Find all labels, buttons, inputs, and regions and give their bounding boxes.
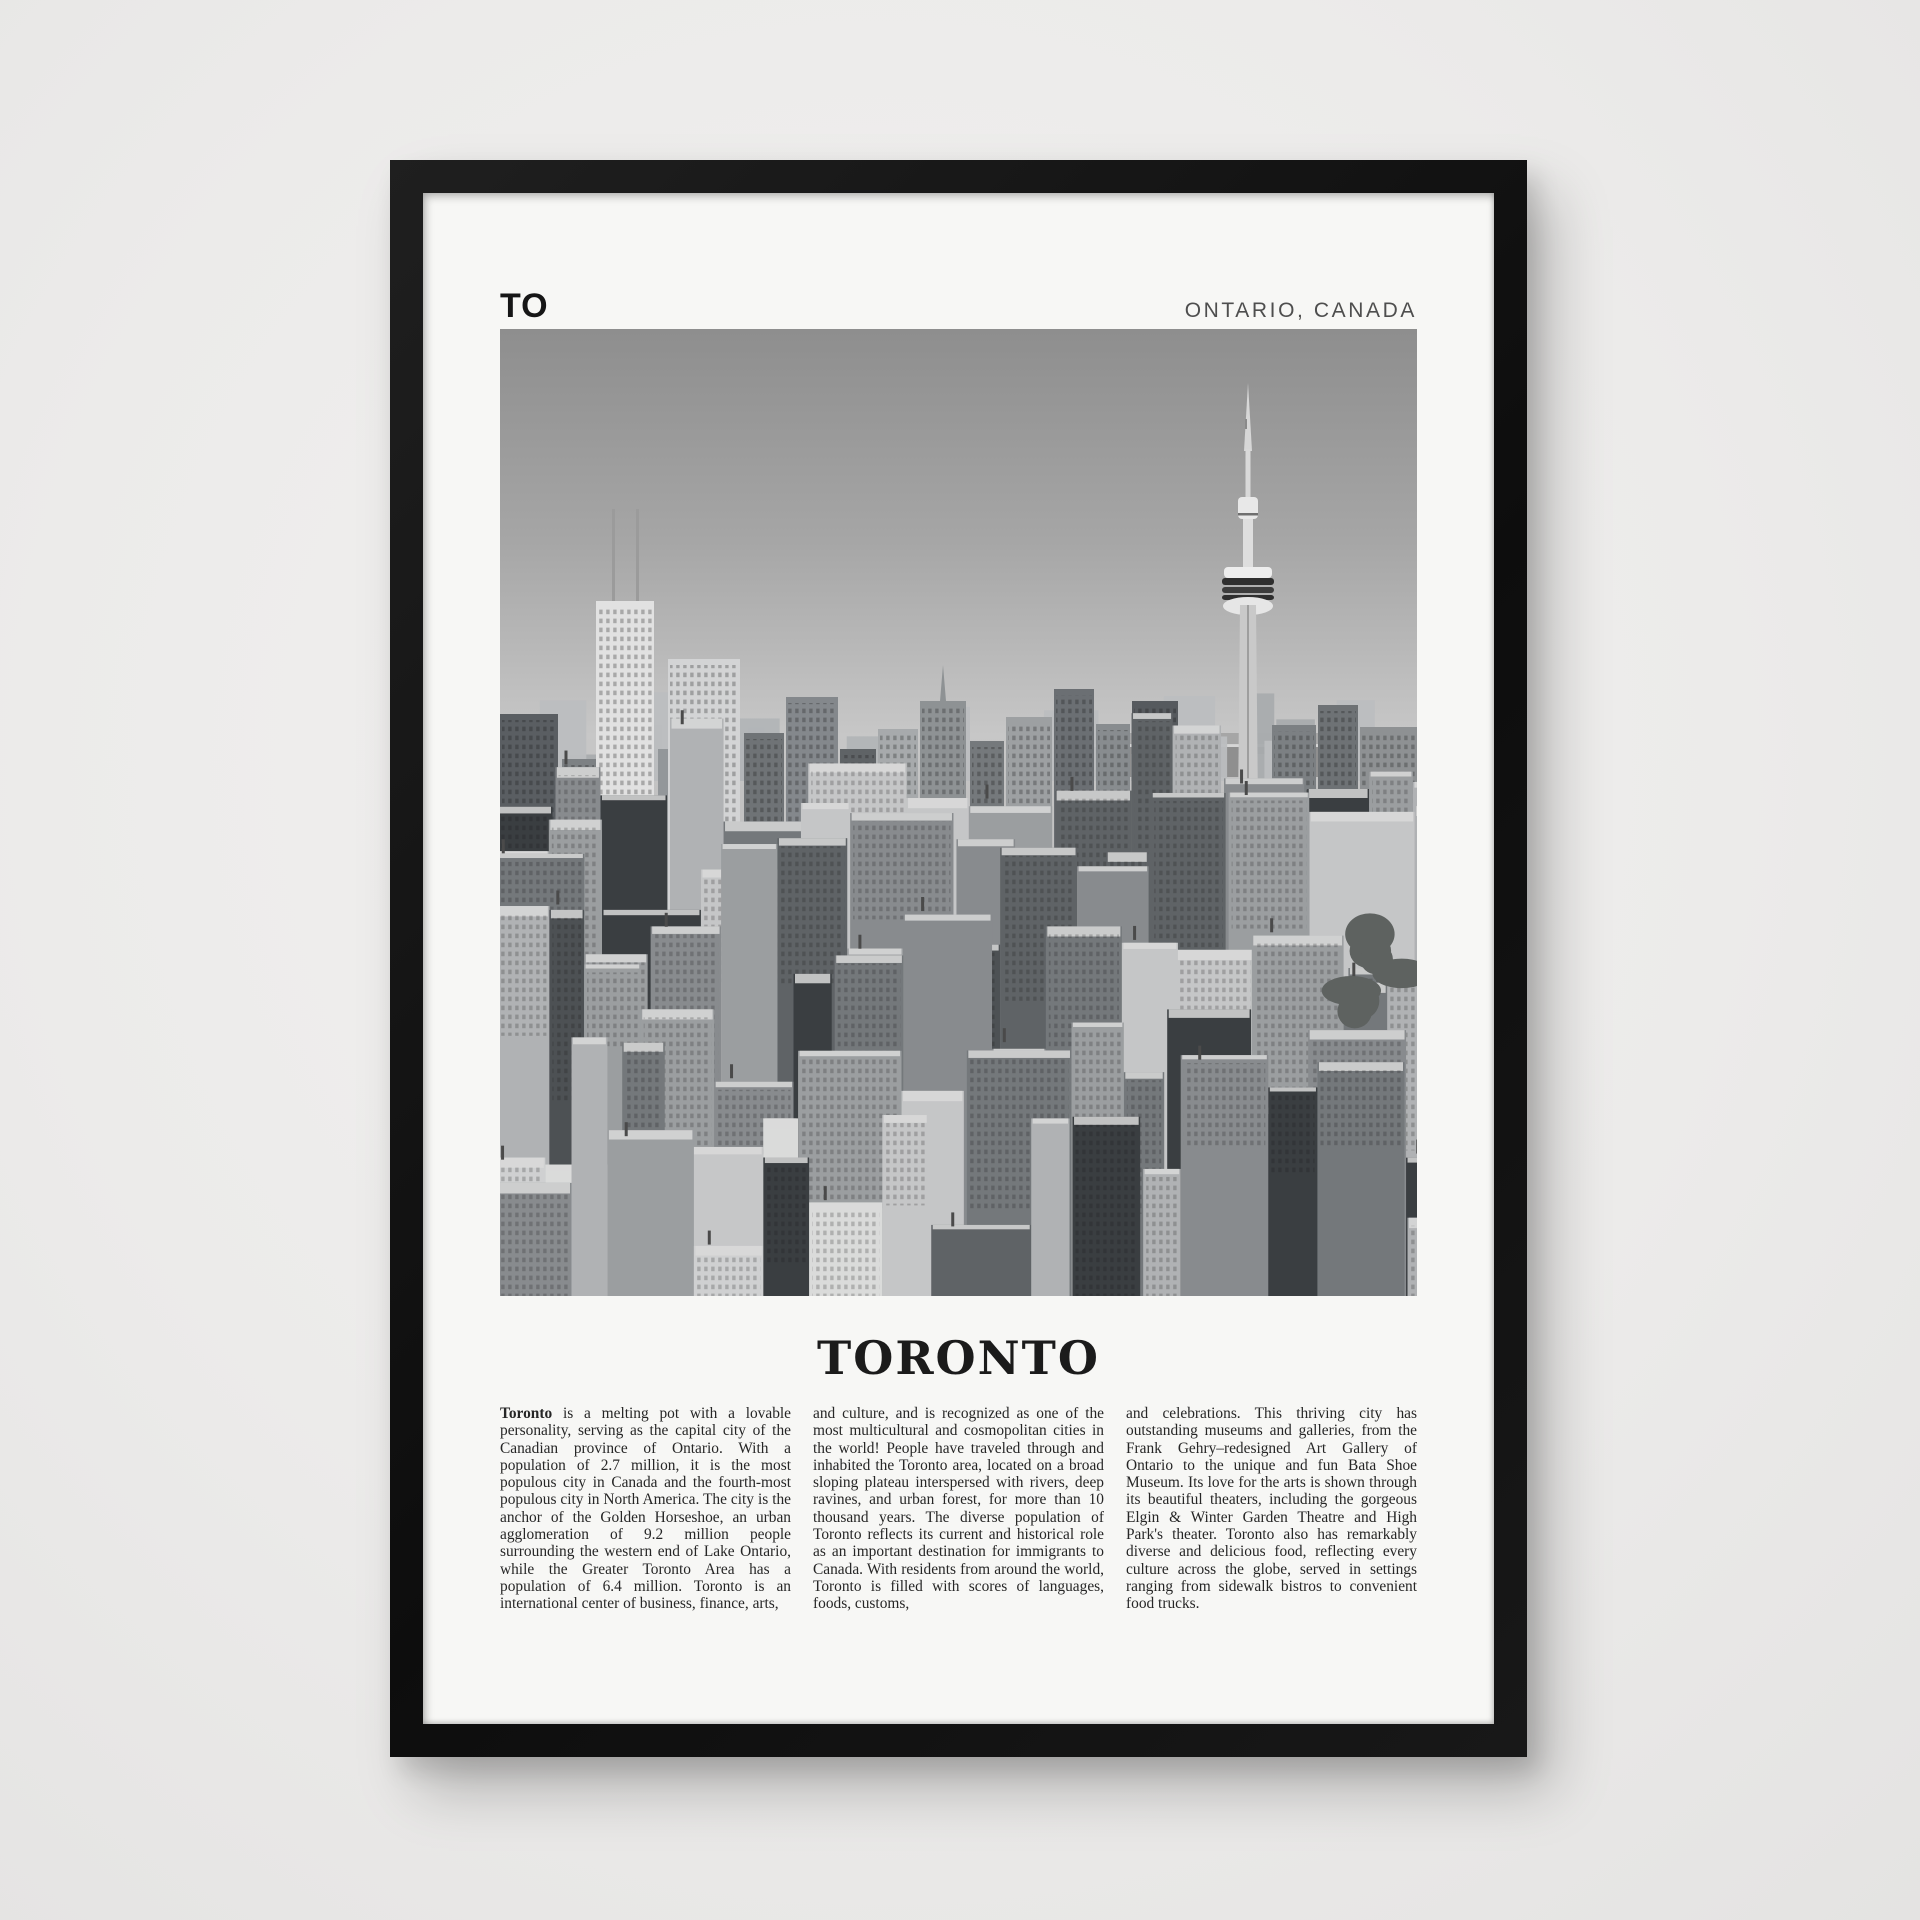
poster-title: TORONTO bbox=[817, 1331, 1100, 1385]
skyline-graphic bbox=[500, 329, 1417, 1296]
poster-mat bbox=[423, 193, 1494, 1724]
body-columns bbox=[500, 1405, 1417, 1613]
lead-word: Toronto bbox=[500, 1405, 553, 1422]
body-column-1: Toronto is a melting pot with a lovable personality, serving as the capital city of the Canadian province of Ontario. With a population of 2.7 million, it is the most populous city in Canada and the fourth-most populous city in North America. The city is the anchor of the Golden Horseshoe, an urban agglomeration of 9.2 million people surrounding the western end of Lake Ontario, while the Greater Toronto Area has a population of 6.4 million. Toronto is an international center of business, finance, arts, bbox=[500, 1405, 791, 1613]
region-label: ONTARIO, CANADA bbox=[1184, 299, 1417, 322]
skyline-photo bbox=[500, 329, 1417, 1296]
body-column-2: and culture, and is recognized as one of the most multicultural and cosmopolitan cities in the world! People have traveled through and inhabited the Toronto area, located on a broad sloping plateau interspersed with rivers, deep ravines, and urban forest, for more than 10 thousand years. The diverse population of Toronto reflects its current and historical role as an important destination for immigrants to Canada. With residents from around the world, Toronto is filled with scores of languages, foods, customs, bbox=[813, 1405, 1104, 1613]
poster-header bbox=[500, 289, 1417, 323]
city-code-label: TO bbox=[500, 287, 549, 325]
body-column-3: and celebrations. This thriving city has outstanding museums and galleries, from the Frank Gehry–redesigned Art Gallery of Ontario to the unique and fun Bata Shoe Museum. Its love for the arts is shown through its beautiful theaters, including the gorgeous Elgin & Winter Garden Theatre and High Park's theater. Toronto also has remarkably diverse and delicious food, reflecting every culture across the globe, served in settings ranging from sidewalk bistros to convenient food trucks. bbox=[1126, 1405, 1417, 1613]
poster-frame bbox=[390, 160, 1527, 1757]
